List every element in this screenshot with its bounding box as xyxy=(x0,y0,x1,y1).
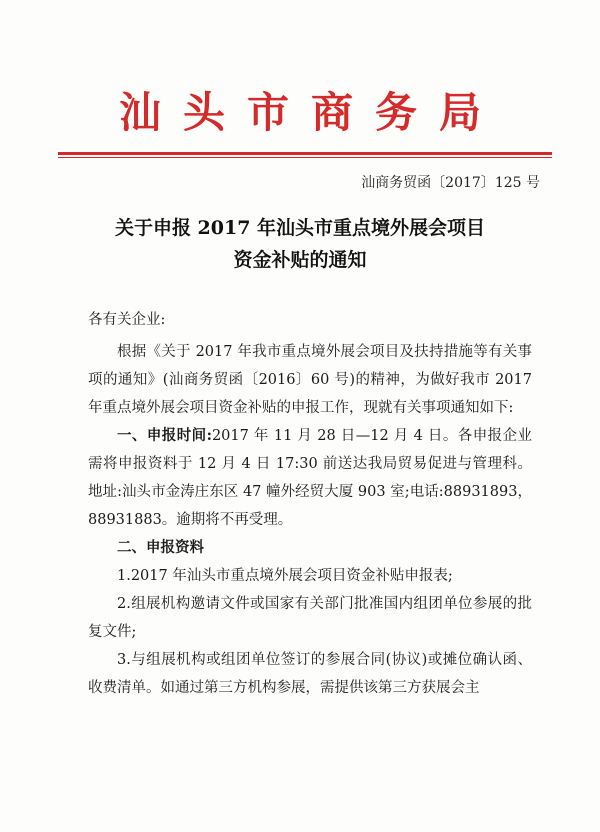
title-line-1: 关于申报 2017 年汕头市重点境外展会项目 xyxy=(114,217,486,239)
document-body xyxy=(88,306,532,702)
section-1-paragraph xyxy=(88,422,532,534)
letterhead-rule-thin xyxy=(58,157,552,158)
letterhead-title: 汕头市商务局 xyxy=(118,88,503,137)
section-2-item-1: 1.2017 年汕头市重点境外展会项目资金补贴申报表; xyxy=(117,568,453,584)
intro-paragraph: 根据《关于 2017 年我市重点境外展会项目及扶持措施等有关事项的通知》(汕商务贸函〔2016〕60 号)的精神，为做好我市 2017 年重点境外展会项目资金补贴的申报工作，现就有关事项通知如下: xyxy=(88,344,532,416)
title-line-2: 资金补贴的通知 xyxy=(233,249,367,271)
section-2-item-2: 2.组展机构邀请文件或国家有关部门批准国内组团单位参展的批复文件; xyxy=(88,596,532,640)
document-number: 汕商务贸函〔2017〕125 号 xyxy=(361,175,540,191)
document-title xyxy=(0,212,600,276)
section-1-heading: 一、申报时间: xyxy=(117,427,212,444)
section-2-item-3: 3.与组展机构或组团单位签订的参展合同(协议)或摊位确认函、收费清单。如通过第三方机构参展，需提供该第三方获展会主 xyxy=(88,652,532,696)
section-1-text: 2017 年 11 月 28 日—12 月 4 日。各申报企业需将申报资料于 12 月 4 日 17:30 前送达我局贸易促进与管理科。地址:汕头市金涛庄东区 47 幢外经贸大厦 903 室;电话:88931893，88931883。逾期将不再受理。 xyxy=(88,428,532,528)
salutation: 各有关企业: xyxy=(88,312,166,328)
section-2-heading: 二、申报资料 xyxy=(117,539,204,556)
letterhead-rule-thick xyxy=(58,152,552,155)
